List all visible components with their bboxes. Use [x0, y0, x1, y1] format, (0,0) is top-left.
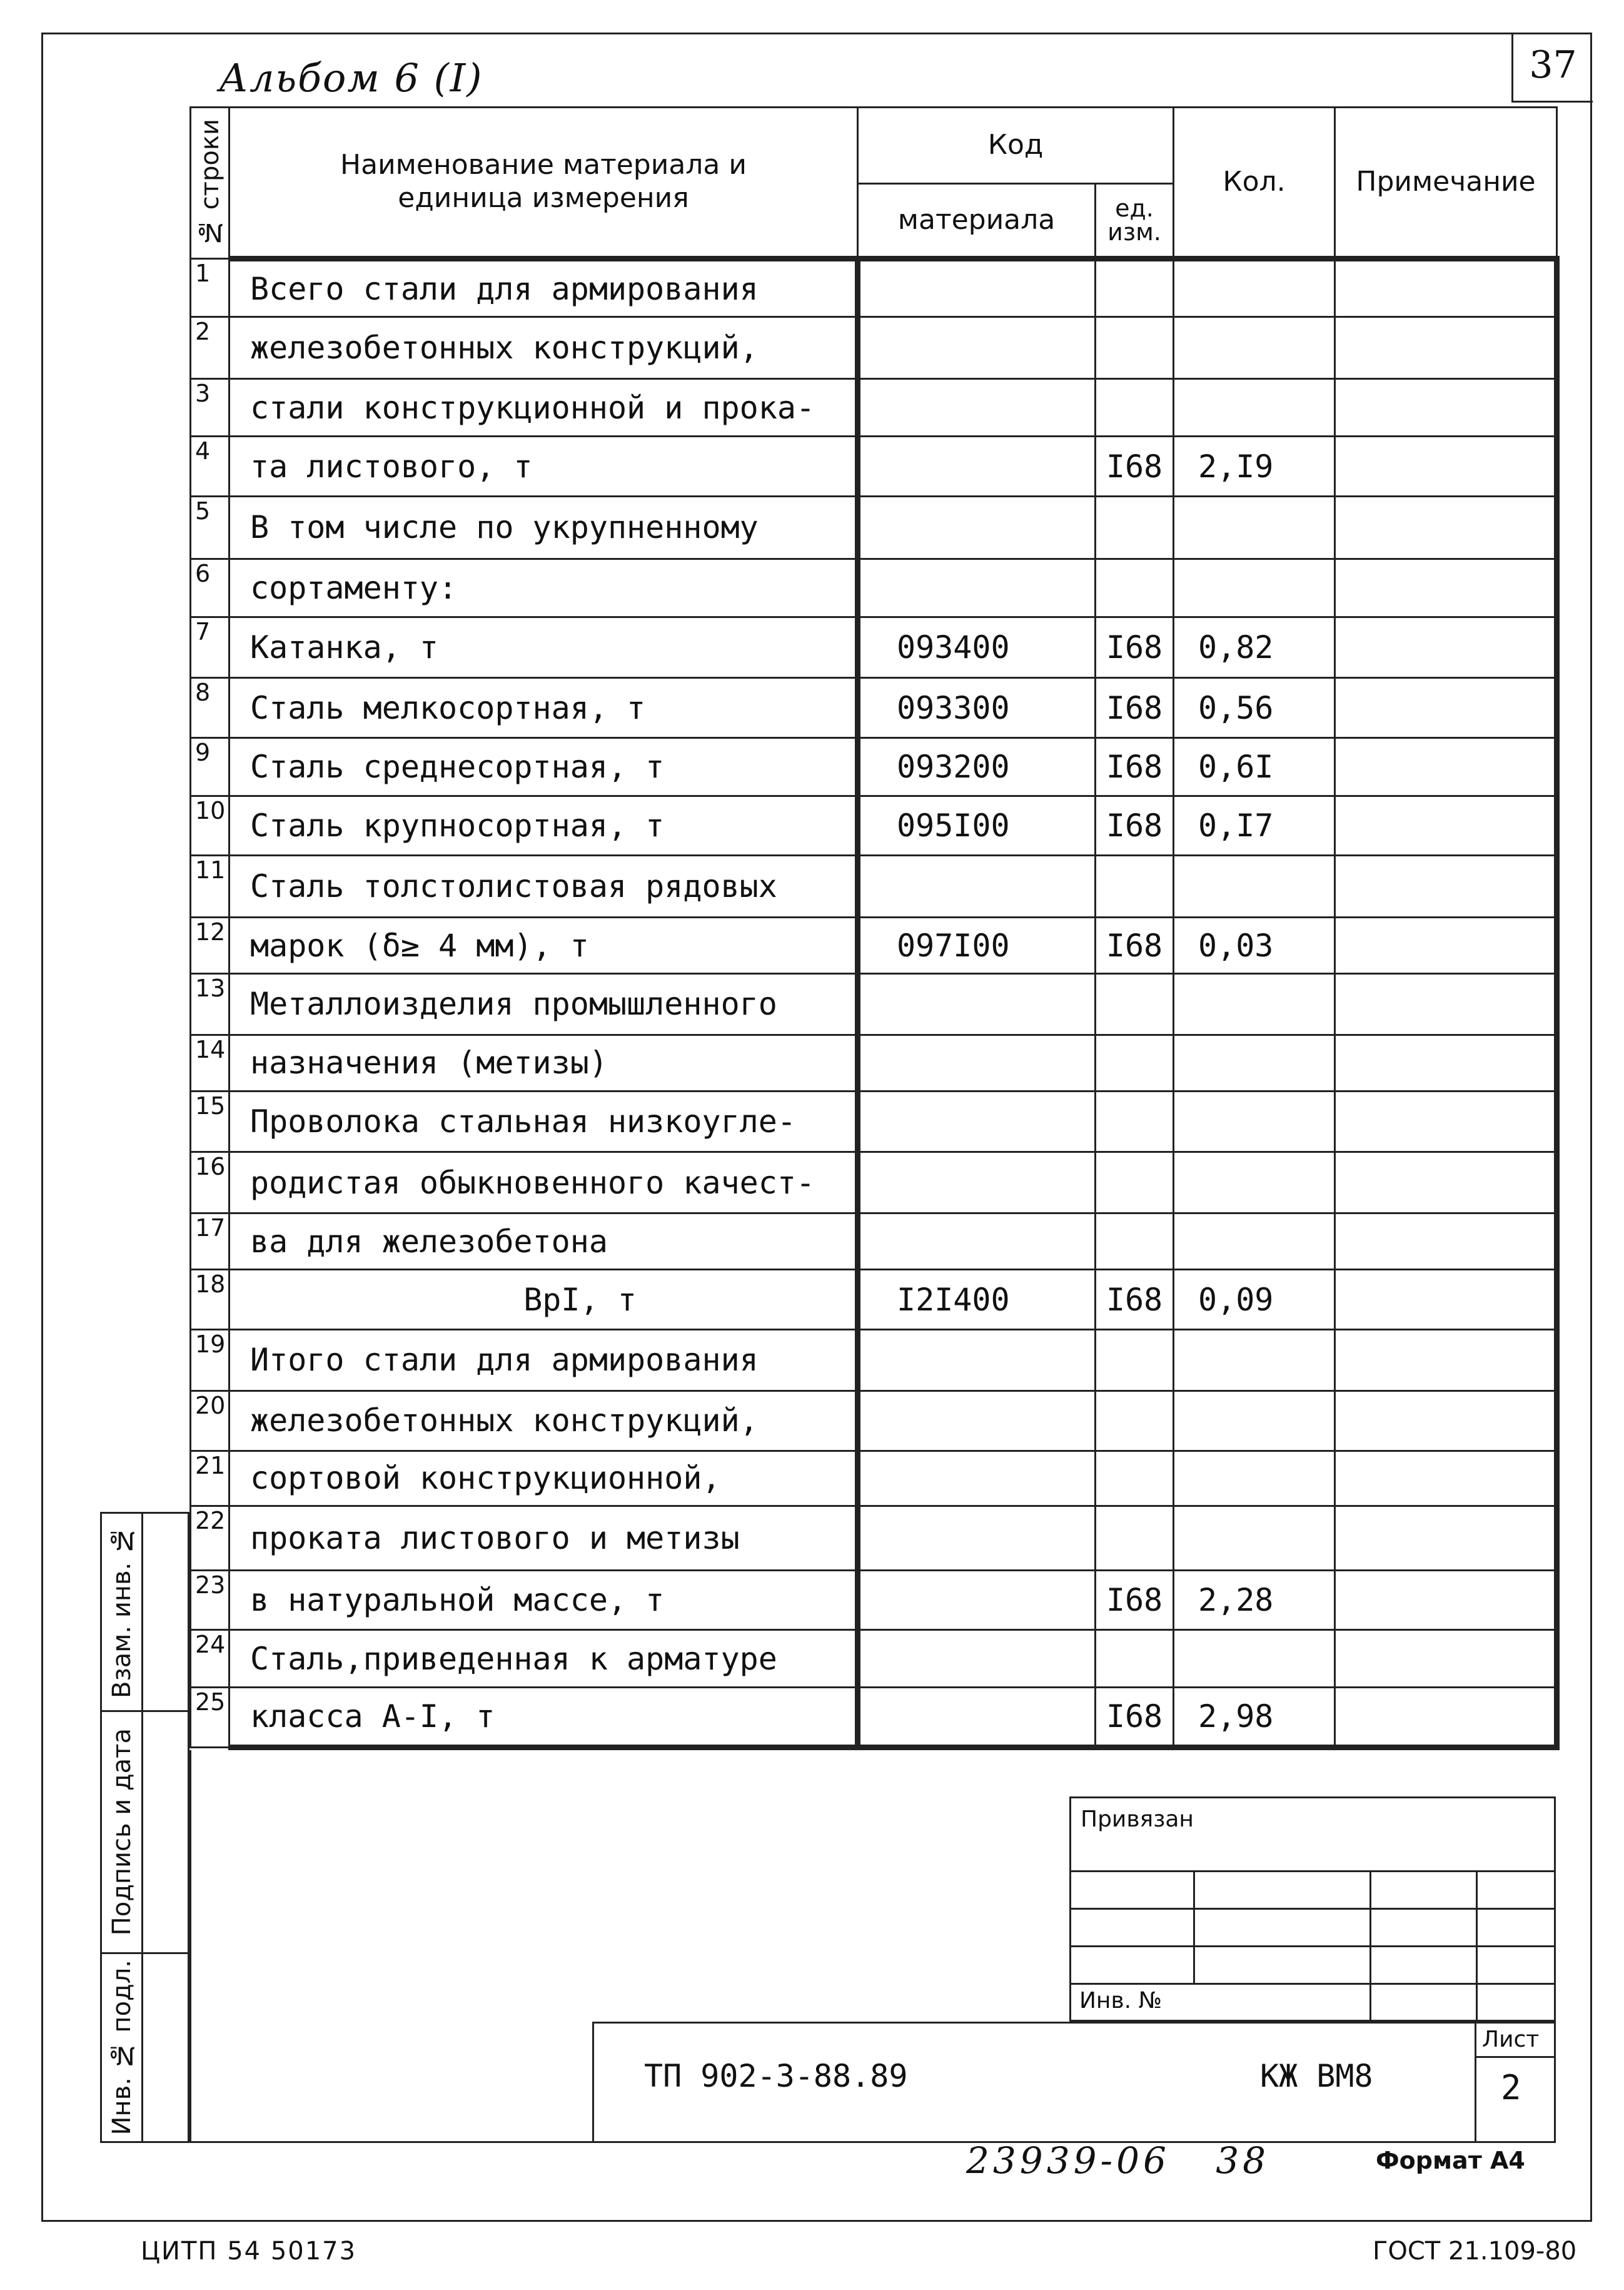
- unit-code: I68: [1096, 1570, 1174, 1629]
- note: [1335, 1035, 1557, 1091]
- material-name: стали конструкционной и прока-: [229, 378, 858, 436]
- table-row: [191, 1213, 1557, 1269]
- row-number: 13: [191, 974, 229, 1035]
- material-name: В том числе по укрупненному: [229, 496, 858, 559]
- quantity: 2,I9: [1174, 437, 1335, 496]
- quantity: 0,6I: [1174, 738, 1335, 796]
- side-label-inv-orig: Инв. № подл.: [102, 1954, 143, 2141]
- quantity: [1174, 1213, 1335, 1269]
- note: [1335, 1152, 1557, 1213]
- row-number: 20: [191, 1391, 229, 1451]
- attached-line-4: [1069, 1983, 1556, 1985]
- material-code: [858, 1629, 1096, 1687]
- note: [1335, 1688, 1557, 1748]
- material-code: [858, 856, 1096, 917]
- material-name: Всего стали для армирования: [229, 259, 858, 317]
- table-row: [191, 856, 1557, 917]
- right-code: ГОСТ 21.109-80: [1373, 2237, 1577, 2266]
- side-box-inv-orig: [100, 1952, 189, 2143]
- row-number: 14: [191, 1035, 229, 1091]
- row-number: 10: [191, 796, 229, 855]
- row-number: 17: [191, 1213, 229, 1269]
- table-row: [191, 1035, 1557, 1091]
- material-name: в натуральной массе, т: [229, 1570, 858, 1629]
- left-code: ЦИТП 54 50173: [141, 2237, 357, 2266]
- row-number: 8: [191, 678, 229, 738]
- table-row: [191, 1152, 1557, 1213]
- note: [1335, 437, 1557, 496]
- note: [1335, 1213, 1557, 1269]
- unit-code: [1096, 496, 1174, 559]
- note: [1335, 1391, 1557, 1451]
- material-name: назначения (метизы): [229, 1035, 858, 1091]
- attached-label: Привязан: [1081, 1806, 1194, 1832]
- table-row: [191, 617, 1557, 677]
- attached-line-3: [1069, 1945, 1556, 1947]
- material-name: Сталь мелкосортная, т: [229, 678, 858, 738]
- table-row: [191, 974, 1557, 1035]
- material-name: железобетонных конструкций,: [229, 1391, 858, 1451]
- row-number: 16: [191, 1152, 229, 1213]
- material-code: [858, 1688, 1096, 1748]
- unit-code: I68: [1096, 738, 1174, 796]
- note: [1335, 259, 1557, 317]
- row-number: 11: [191, 856, 229, 917]
- header-code: Код: [858, 108, 1174, 184]
- header-code-material: материала: [858, 184, 1096, 259]
- quantity: 0,I7: [1174, 796, 1335, 855]
- quantity: [1174, 1391, 1335, 1451]
- material-code: I2I400: [858, 1270, 1096, 1329]
- note: [1335, 738, 1557, 796]
- quantity: [1174, 1506, 1335, 1570]
- attached-line-2: [1069, 1908, 1556, 1910]
- material-code: [858, 1213, 1096, 1269]
- unit-code: I68: [1096, 617, 1174, 677]
- unit-code: I68: [1096, 678, 1174, 738]
- material-code: [858, 1035, 1096, 1091]
- note: [1335, 559, 1557, 617]
- note: [1335, 1570, 1557, 1629]
- row-number: 4: [191, 437, 229, 496]
- material-code: 097I00: [858, 917, 1096, 973]
- unit-code: I68: [1096, 917, 1174, 973]
- table-row: [191, 1270, 1557, 1329]
- row-number: 7: [191, 617, 229, 677]
- sheet-box-line: [1475, 2056, 1556, 2058]
- row-number: 21: [191, 1451, 229, 1506]
- table-row: [191, 1391, 1557, 1451]
- material-name: Проволока стальная низкоугле-: [229, 1092, 858, 1152]
- material-code: [858, 259, 1096, 317]
- note: [1335, 496, 1557, 559]
- header-qty: Кол.: [1174, 108, 1335, 259]
- material-code: [858, 437, 1096, 496]
- material-code: [858, 559, 1096, 617]
- unit-code: [1096, 1506, 1174, 1570]
- material-code: [858, 1391, 1096, 1451]
- material-code: [858, 317, 1096, 378]
- doc-mark: КЖ ВМ8: [1260, 2058, 1373, 2094]
- table-row: [191, 259, 1557, 317]
- quantity: [1174, 1451, 1335, 1506]
- quantity: [1174, 559, 1335, 617]
- table-row: [191, 1629, 1557, 1687]
- note: [1335, 1506, 1557, 1570]
- quantity: [1174, 378, 1335, 436]
- quantity: [1174, 259, 1335, 317]
- note: [1335, 317, 1557, 378]
- row-number: 6: [191, 559, 229, 617]
- table-row: [191, 496, 1557, 559]
- quantity: [1174, 1092, 1335, 1152]
- note: [1335, 617, 1557, 677]
- material-code: 095I00: [858, 796, 1096, 855]
- unit-code: [1096, 1329, 1174, 1391]
- row-number: 18: [191, 1270, 229, 1329]
- header-note: Примечание: [1335, 108, 1557, 259]
- quantity: [1174, 974, 1335, 1035]
- unit-code: I68: [1096, 1270, 1174, 1329]
- material-name: железобетонных конструкций,: [229, 317, 858, 378]
- unit-code: [1096, 317, 1174, 378]
- quantity: 0,82: [1174, 617, 1335, 677]
- quantity: [1174, 1152, 1335, 1213]
- unit-code: [1096, 1092, 1174, 1152]
- unit-code: [1096, 974, 1174, 1035]
- doc-code: ТП 902-3-88.89: [644, 2058, 908, 2094]
- row-number: 12: [191, 917, 229, 973]
- row-number: 15: [191, 1092, 229, 1152]
- material-name: проката листового и метизы: [229, 1506, 858, 1570]
- attached-vline-1: [1193, 1870, 1195, 1983]
- table-row: [191, 678, 1557, 738]
- material-code: [858, 1092, 1096, 1152]
- table-row: [191, 559, 1557, 617]
- unit-code: I68: [1096, 796, 1174, 855]
- side-label-sign-date: Подпись и дата: [102, 1712, 143, 1952]
- quantity: 0,03: [1174, 917, 1335, 973]
- material-code: [858, 378, 1096, 436]
- material-code: [858, 1329, 1096, 1391]
- side-box-inv-replace: [100, 1512, 189, 1712]
- material-name: та листового, т: [229, 437, 858, 496]
- material-code: [858, 1451, 1096, 1506]
- attached-line-1: [1069, 1870, 1556, 1872]
- note: [1335, 917, 1557, 973]
- row-number: 9: [191, 738, 229, 796]
- material-code: [858, 1152, 1096, 1213]
- row-number: 25: [191, 1688, 229, 1748]
- sheet-label: Лист: [1482, 2027, 1540, 2052]
- row-number: 1: [191, 259, 229, 317]
- header-name: Наименование материала и единица измерения: [229, 108, 858, 259]
- header-code-unit: ед. изм.: [1096, 184, 1174, 259]
- quantity: [1174, 496, 1335, 559]
- materials-table: [189, 106, 1560, 1750]
- row-number: 24: [191, 1629, 229, 1687]
- note: [1335, 856, 1557, 917]
- material-code: [858, 1570, 1096, 1629]
- material-name: Катанка, т: [229, 617, 858, 677]
- note: [1335, 1451, 1557, 1506]
- quantity: [1174, 1629, 1335, 1687]
- table-row: [191, 1506, 1557, 1570]
- table-row: [191, 917, 1557, 973]
- material-name: ВрI, т: [229, 1270, 858, 1329]
- material-code: 093200: [858, 738, 1096, 796]
- table-row: [191, 317, 1557, 378]
- sheet-number: 2: [1501, 2068, 1521, 2107]
- material-name: родистая обыкновенного качест-: [229, 1152, 858, 1213]
- page-number: 37: [1511, 33, 1593, 103]
- quantity: 2,98: [1174, 1688, 1335, 1748]
- note: [1335, 1629, 1557, 1687]
- quantity: [1174, 856, 1335, 917]
- unit-code: [1096, 559, 1174, 617]
- note: [1335, 796, 1557, 855]
- note: [1335, 1092, 1557, 1152]
- table-row: [191, 378, 1557, 436]
- handwritten-number: 23939-06 38: [966, 2139, 1270, 2182]
- material-name: сортовой конструкционной,: [229, 1451, 858, 1506]
- row-number: 22: [191, 1506, 229, 1570]
- material-code: [858, 1506, 1096, 1570]
- unit-code: [1096, 1629, 1174, 1687]
- unit-code: I68: [1096, 437, 1174, 496]
- unit-code: [1096, 1391, 1174, 1451]
- attached-vline-3: [1476, 1870, 1478, 2022]
- note: [1335, 678, 1557, 738]
- quantity: [1174, 1329, 1335, 1391]
- material-code: 093300: [858, 678, 1096, 738]
- unit-code: [1096, 1035, 1174, 1091]
- material-code: [858, 496, 1096, 559]
- note: [1335, 974, 1557, 1035]
- material-name: Итого стали для армирования: [229, 1329, 858, 1391]
- quantity: 0,09: [1174, 1270, 1335, 1329]
- quantity: [1174, 1035, 1335, 1091]
- material-name: Сталь,приведенная к арматуре: [229, 1629, 858, 1687]
- unit-code: [1096, 378, 1174, 436]
- table-row: [191, 1092, 1557, 1152]
- row-number: 2: [191, 317, 229, 378]
- material-name: Сталь крупносортная, т: [229, 796, 858, 855]
- row-number: 23: [191, 1570, 229, 1629]
- table-row: [191, 437, 1557, 496]
- table-row: [191, 1688, 1557, 1748]
- row-number: 19: [191, 1329, 229, 1391]
- material-code: [858, 974, 1096, 1035]
- table-row: [191, 796, 1557, 855]
- quantity: 0,56: [1174, 678, 1335, 738]
- material-name: сортаменту:: [229, 559, 858, 617]
- unit-code: [1096, 856, 1174, 917]
- format-label: Формат А4: [1376, 2147, 1525, 2174]
- quantity: 2,28: [1174, 1570, 1335, 1629]
- left-margin-line: [189, 1750, 191, 2143]
- table-row: [191, 1329, 1557, 1391]
- unit-code: [1096, 1213, 1174, 1269]
- material-name: класса А-I, т: [229, 1688, 858, 1748]
- row-number: 5: [191, 496, 229, 559]
- header-row-no: № строки: [191, 108, 229, 259]
- table-body: [191, 259, 1557, 1748]
- material-name: Сталь среднесортная, т: [229, 738, 858, 796]
- table-row: [191, 738, 1557, 796]
- table-row: [191, 1570, 1557, 1629]
- unit-code: [1096, 1451, 1174, 1506]
- unit-code: I68: [1096, 1688, 1174, 1748]
- material-name: Металлоизделия промышленного: [229, 974, 858, 1035]
- table-row: [191, 1451, 1557, 1506]
- material-name: ва для железобетона: [229, 1213, 858, 1269]
- unit-code: [1096, 1152, 1174, 1213]
- material-name: марок (δ≥ 4 мм), т: [229, 917, 858, 973]
- side-box-sign-date: [100, 1710, 189, 1954]
- quantity: [1174, 317, 1335, 378]
- album-label: Альбом 6 (I): [219, 55, 483, 101]
- attached-vline-2: [1369, 1870, 1371, 2022]
- material-code: 093400: [858, 617, 1096, 677]
- note: [1335, 1329, 1557, 1391]
- unit-code: [1096, 259, 1174, 317]
- note: [1335, 378, 1557, 436]
- inv-no-label: Инв. №: [1079, 1988, 1163, 2014]
- note: [1335, 1270, 1557, 1329]
- material-name: Сталь толстолистовая рядовых: [229, 856, 858, 917]
- row-number: 3: [191, 378, 229, 436]
- bottom-margin-line: [189, 2141, 594, 2143]
- side-label-inv-replace: Взам. инв. №: [102, 1514, 143, 1710]
